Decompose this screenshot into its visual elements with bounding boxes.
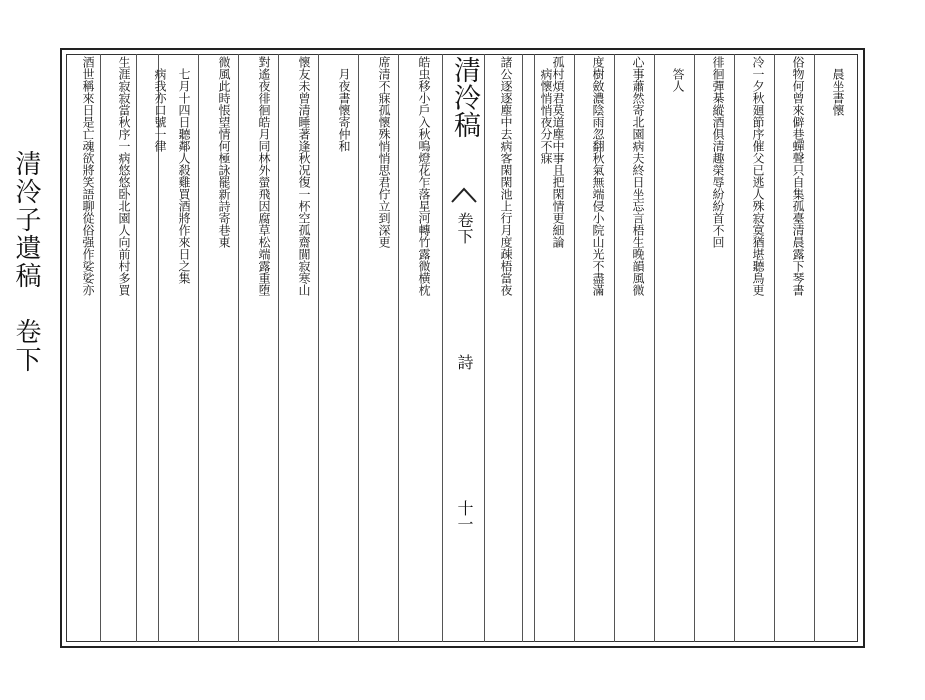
margin-title: 清泠子遺稿 卷下 (11, 150, 41, 374)
fishtail-mark (450, 186, 478, 204)
text-column: 心事蕭然寄北園病夫終日坐忘言梧生晚韻風微 (631, 56, 645, 296)
poem-title-2: 答人 (671, 56, 685, 92)
fold-column (444, 56, 484, 638)
text-column: 微風此時悵望情何極詠罷新詩寄巷東 (217, 56, 231, 248)
fold-title: 清泠稿 (449, 56, 480, 139)
text-column: 諸公逐逐塵中去病客閑閑池上行月度疎梧當夜 (499, 56, 513, 296)
text-column: 度樹斂濃陰雨忽翻秋氣無端侵小院山光不盡滿 (591, 56, 605, 296)
poem-title-5: 七月十四日聽鄰人殺雞買酒將作來日之集 (177, 56, 191, 284)
poem-title-1: 晨坐書懷 (831, 56, 845, 116)
text-column: 俗物何曾來僻巷蟬聲只自集孤臺清晨露下琴書 (791, 56, 805, 296)
text-column: 徘徊彈棊縱酒俱清趣榮辱紛紛首不回 (711, 56, 725, 248)
poem-title-3: 病懷悄悄夜分不寐 (539, 56, 553, 164)
text-column: 對遙夜徘徊皓月同林外螢飛因腐草松端露重堕 (257, 56, 271, 296)
text-column: 皓虫移小戶入秋鳴燈花乍落星河轉竹露微横枕 (417, 56, 431, 296)
poem-title-5-continued: 病我亦口號一律 (153, 56, 167, 152)
text-column: 酒世稱來日是亡魂欲將笑語聊從俗强作娑娑亦 (81, 56, 95, 296)
column-rule (484, 54, 485, 642)
fold-genre: 詩 (455, 354, 474, 370)
text-column: 懷友未曾清睡著逢秋况復一杯空孤齋閴寂寒山 (297, 56, 311, 296)
fold-page-number: 十一 (455, 500, 474, 532)
fold-volume: 卷下 (455, 212, 474, 244)
text-column: 孤村煩君莫道塵中事且把閑情更細論 (551, 56, 565, 248)
text-column: 席清不寐孤懷殊悄悄思君佇立到深更 (377, 56, 391, 248)
text-column: 生涯寂寂當秋序一病悠悠卧北園人向前村多買 (117, 56, 131, 296)
text-column: 冷一夕秋廻節序催父已逃人殊寂寞猶堪聽鳥更 (751, 56, 765, 296)
poem-title-4: 月夜書懷寄仲和 (337, 56, 351, 152)
